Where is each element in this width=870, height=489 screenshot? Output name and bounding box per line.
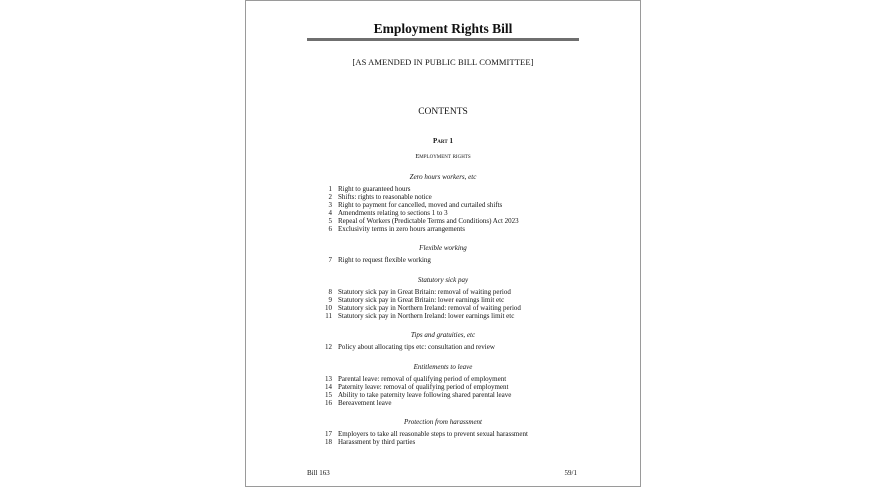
entry-number: 14 [325, 383, 332, 391]
print-reference: 59/1 [564, 469, 577, 477]
contents-entry[interactable] [316, 343, 495, 351]
entry-title: Amendments relating to sections 1 to 3 [338, 209, 448, 217]
bill-title: Employment Rights Bill [373, 21, 513, 36]
contents-entry[interactable] [316, 225, 465, 233]
entry-title: Statutory sick pay in Northern Ireland: lower earnings limit etc [338, 312, 515, 320]
part-label: Part 1 [433, 137, 453, 145]
entry-title: Policy about allocating tips etc: consultation and review [338, 343, 495, 351]
entry-number: 1 [328, 185, 332, 193]
entry-title: Bereavement leave [338, 399, 392, 407]
section-heading: Flexible working [419, 244, 467, 252]
contents-entry[interactable] [316, 209, 448, 217]
entry-title: Right to request flexible working [338, 256, 431, 264]
contents-entry[interactable] [316, 399, 391, 407]
contents-entry[interactable] [316, 375, 506, 383]
document-page [245, 0, 641, 487]
section-heading: Tips and gratuities, etc [410, 331, 476, 339]
amendment-status: [AS AMENDED IN PUBLIC BILL COMMITTEE] [352, 57, 534, 67]
entry-number: 18 [325, 438, 332, 446]
entry-number: 15 [325, 391, 332, 399]
bill-number: Bill 163 [307, 469, 330, 477]
entry-number: 12 [325, 343, 332, 351]
contents-entry[interactable] [316, 193, 432, 201]
entry-number: 5 [328, 217, 332, 225]
entry-number: 7 [328, 256, 332, 264]
entry-number: 6 [328, 225, 332, 233]
entry-number: 16 [325, 399, 332, 407]
section-heading: Statutory sick pay [417, 276, 469, 284]
part-title: Employment rights [415, 153, 471, 160]
contents-entry[interactable] [316, 217, 519, 225]
entry-title: Harassment by third parties [338, 438, 416, 446]
contents-entry[interactable] [316, 383, 508, 391]
entry-title: Repeal of Workers (Predictable Terms and Conditions) Act 2023 [338, 217, 519, 225]
entry-number: 3 [328, 201, 332, 209]
contents-entry[interactable] [316, 391, 511, 399]
contents-entry[interactable] [316, 312, 514, 320]
entry-title: Right to guaranteed hours [338, 185, 411, 193]
entry-number: 9 [328, 296, 332, 304]
contents-entry[interactable] [316, 256, 431, 264]
contents-entry[interactable] [316, 430, 528, 438]
contents-entry[interactable] [316, 304, 521, 312]
title-underline [307, 38, 579, 41]
contents-entry[interactable] [316, 201, 502, 209]
entry-title: Ability to take paternity leave following shared parental leave [338, 391, 512, 399]
section-heading: Entitlements to leave [413, 363, 473, 371]
contents-entry[interactable] [316, 438, 415, 446]
entry-number: 13 [325, 375, 332, 383]
entry-title: Statutory sick pay in Great Britain: lower earnings limit etc [338, 296, 505, 304]
entry-number: 2 [328, 193, 332, 201]
entry-number: 10 [325, 304, 332, 312]
entry-title: Shifts: rights to reasonable notice [338, 193, 432, 201]
entry-number: 8 [328, 288, 332, 296]
contents-entry[interactable] [316, 288, 511, 296]
section-heading: Zero hours workers, etc [409, 173, 477, 181]
entry-number: 11 [325, 312, 332, 320]
entry-title: Statutory sick pay in Great Britain: removal of waiting period [338, 288, 511, 296]
entry-title: Right to payment for cancelled, moved and curtailed shifts [338, 201, 503, 209]
entry-number: 4 [328, 209, 332, 217]
entry-title: Exclusivity terms in zero hours arrangements [338, 225, 465, 233]
entry-title: Statutory sick pay in Northern Ireland: removal of waiting period [338, 304, 521, 312]
contents-entry[interactable] [316, 296, 504, 304]
contents-entry[interactable] [316, 185, 411, 193]
contents-heading: CONTENTS [418, 107, 468, 117]
entry-title: Parental leave: removal of qualifying period of employment [338, 375, 507, 383]
section-heading: Protection from harassment [403, 418, 483, 426]
entry-title: Employers to take all reasonable steps to prevent sexual harassment [338, 430, 528, 438]
entry-title: Paternity leave: removal of qualifying period of employment [338, 383, 509, 391]
entry-number: 17 [325, 430, 332, 438]
